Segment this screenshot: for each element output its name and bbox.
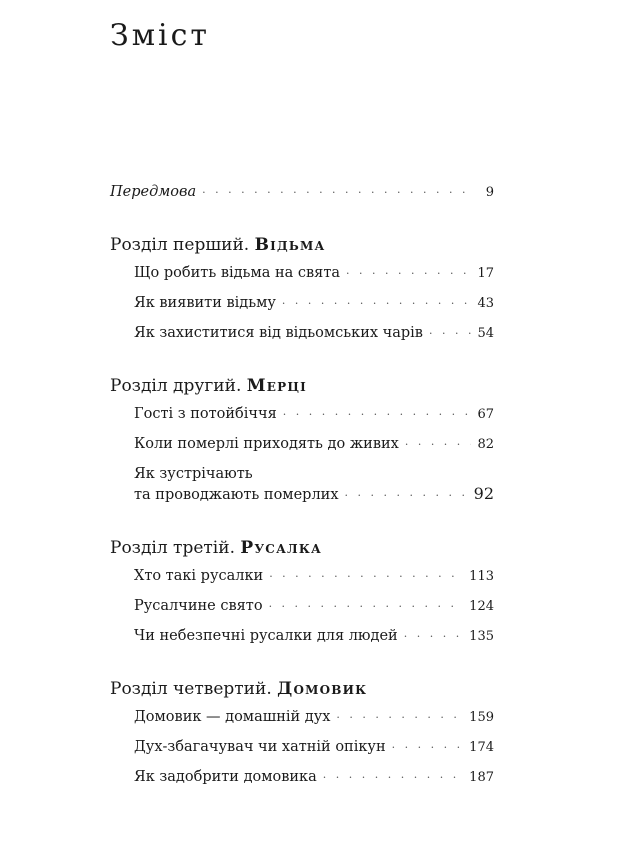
dot-leader: [404, 627, 463, 647]
toc-entry[interactable]: [134, 434, 494, 455]
section-entries: [110, 566, 494, 647]
toc-page-number: 17: [477, 266, 494, 281]
toc-entry-label: Як захиститися від відьомських чарів: [134, 325, 423, 341]
toc-entry-label: Коли померлі приходять до живих: [134, 436, 399, 452]
toc-entry-label: Домовик — домашній дух: [134, 709, 331, 725]
toc-page-number: 82: [477, 437, 494, 452]
toc-section: [110, 677, 494, 788]
section-title[interactable]: [110, 677, 494, 701]
toc-page-number: 187: [469, 770, 494, 785]
toc-entry[interactable]: [134, 293, 494, 314]
toc-page-number: 174: [469, 740, 494, 755]
toc-entry[interactable]: [134, 404, 494, 425]
toc-entry[interactable]: [134, 566, 494, 587]
toc-entry[interactable]: [134, 596, 494, 617]
section-name: Русалка: [240, 538, 322, 558]
toc-sections: [110, 233, 494, 788]
toc-entry[interactable]: [134, 323, 494, 344]
toc-section: [110, 536, 494, 647]
section-prefix: Розділ перший.: [110, 235, 255, 255]
toc-entry[interactable]: [134, 767, 494, 788]
dot-leader: [405, 435, 472, 455]
section-entries: [110, 263, 494, 344]
dot-leader: [392, 738, 464, 758]
toc-entry[interactable]: [134, 737, 494, 758]
section-prefix: Розділ третій.: [110, 538, 241, 558]
toc-page-number: 135: [469, 629, 494, 644]
dot-leader: [269, 597, 464, 617]
dot-leader: [346, 264, 471, 284]
toc-page-number: 67: [477, 407, 494, 422]
dot-leader: [345, 486, 468, 506]
page-title: Зміст: [110, 18, 211, 53]
toc-page-number: 92: [473, 484, 494, 503]
section-title[interactable]: [110, 374, 494, 398]
dot-leader: [336, 708, 463, 728]
dot-leader: [269, 567, 463, 587]
section-title[interactable]: [110, 536, 494, 560]
toc-page-number: 54: [477, 326, 494, 341]
section-name: Відьма: [254, 235, 326, 255]
section-name: Мерці: [246, 376, 307, 396]
section-entries: [110, 404, 494, 506]
toc-page-number: 159: [469, 710, 494, 725]
toc-section: [110, 233, 494, 344]
toc-entry-label: Що робить відьма на свята: [134, 265, 340, 281]
toc-entry-label: Хто такі русалки: [134, 568, 264, 584]
section-title[interactable]: [110, 233, 494, 257]
toc-entry-label: Як виявити відьму: [134, 295, 276, 311]
dot-leader: [429, 324, 471, 344]
toc-entry-label: Русалчине свято: [134, 598, 263, 614]
toc-entry-label: та проводжають померлих: [134, 487, 339, 503]
toc-page-number: 113: [469, 569, 494, 584]
toc-entry-label: Як зустрічають: [134, 466, 253, 482]
toc-page-number: 9: [485, 185, 494, 200]
section-prefix: Розділ другий.: [110, 376, 247, 396]
section-name: Домовик: [277, 679, 368, 699]
toc-page-number: 43: [477, 296, 494, 311]
toc-entry-label: Дух-збагачувач чи хатній опікун: [134, 739, 386, 755]
dot-leader: [323, 768, 463, 788]
toc-entry-label: Гості з потойбіччя: [134, 406, 277, 422]
toc-entry[interactable]: [134, 707, 494, 728]
section-prefix: Розділ четвертий.: [110, 679, 278, 699]
section-entries: [110, 707, 494, 788]
toc-entry[interactable]: [134, 464, 494, 506]
toc-entry[interactable]: [134, 263, 494, 284]
dot-leader: [202, 183, 472, 203]
toc-entry[interactable]: [134, 626, 494, 647]
toc-page-number: 124: [469, 599, 494, 614]
toc-entry-label: Як задобрити домовика: [134, 769, 317, 785]
table-of-contents: [110, 182, 494, 797]
toc-section: [110, 374, 494, 506]
toc-foreword[interactable]: [110, 182, 494, 203]
dot-leader: [282, 294, 472, 314]
toc-entry-label: Чи небезпечні русалки для людей: [134, 628, 398, 644]
dot-leader: [283, 405, 472, 425]
toc-entry-label: Передмова: [110, 184, 197, 200]
